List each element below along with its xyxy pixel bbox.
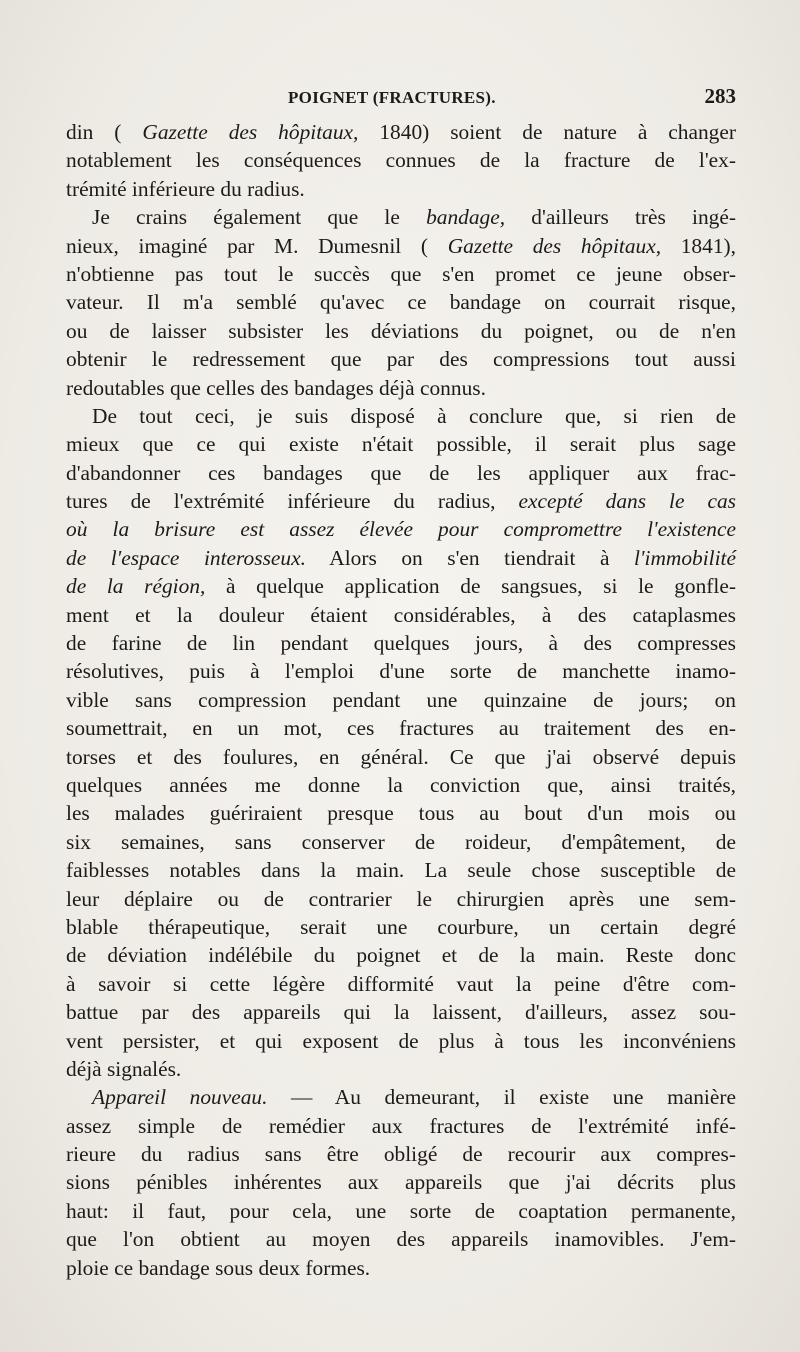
page-header [66, 84, 736, 116]
text-line: ploie ce bandage sous deux formes. [66, 1255, 371, 1280]
text-line: De tout ceci, je suis disposé à conclure que, si rien de [92, 403, 736, 428]
running-head: POIGNET (FRACTURES). [288, 88, 496, 107]
text-line: nieux, imaginé par M. Dumesnil ( Gazette des hôpitaux, 1841), [66, 233, 736, 258]
text-line: torses et des foulures, en général. Ce que j'ai observé depuis [66, 744, 736, 769]
text-line: les malades guériraient presque tous au bout d'un mois ou [66, 801, 736, 826]
text-line: vateur. Il m'a semblé qu'avec ce bandage on courrait risque, [66, 290, 736, 315]
text-line: mieux que ce qui existe n'était possible, il serait plus sage [66, 432, 736, 457]
text-line: din ( Gazette des hôpitaux, 1840) soient de nature à changer [66, 120, 736, 144]
text-line: n'obtienne pas tout le succès que s'en promet ce jeune obser- [66, 261, 736, 286]
text-line: déjà signalés. [66, 1056, 182, 1081]
text-line: sions pénibles inhérentes aux appareils que j'ai décrits plus [66, 1170, 736, 1195]
text-line: résolutives, puis à l'emploi d'une sorte de manchette inamo- [66, 659, 736, 684]
text-line: Appareil nouveau. — Au demeurant, il existe une manière [92, 1085, 736, 1110]
text-line: Je crains également que le bandage, d'ailleurs très ingé- [92, 205, 736, 230]
text-line: où la brisure est assez élevée pour compromettre l'existence [66, 517, 736, 542]
text-line: battue par des appareils qui la laissent, d'ailleurs, assez sou- [66, 1000, 736, 1025]
text-line: vent persister, et qui exposent de plus à tous les inconvéniens [66, 1028, 736, 1053]
text-line: quelques années me donne la conviction que, ainsi traités, [66, 772, 736, 797]
text-line: de déviation indélébile du poignet et de la main. Reste donc [66, 943, 736, 968]
text-line: six semaines, sans conserver de roideur, d'empâtement, de [66, 829, 736, 854]
page-number: 283 [704, 84, 736, 108]
text-line: de la région, à quelque application de sangsues, si le gonfle- [66, 574, 736, 599]
text-line: redoutables que celles des bandages déjà connus. [66, 375, 486, 400]
text-line: ment et la douleur étaient considérables, à des cataplasmes [66, 602, 736, 627]
text-line: d'abandonner ces bandages que de les appliquer aux frac- [66, 460, 736, 485]
text-line: que l'on obtient au moyen des appareils inamovibles. J'em- [66, 1227, 736, 1252]
text-line: faiblesses notables dans la main. La seule chose susceptible de [66, 858, 736, 883]
text-line: rieure du radius sans être obligé de recourir aux compres- [66, 1142, 736, 1167]
body-text [66, 118, 736, 1282]
text-line: obtenir le redressement que par des compressions tout aussi [66, 347, 736, 372]
text-line: de farine de lin pendant quelques jours, à des compresses [66, 631, 736, 656]
text-line: vible sans compression pendant une quinzaine de jours; on [66, 687, 736, 712]
text-line: notablement les conséquences connues de la fracture de l'ex- [66, 148, 736, 173]
text-line: soumettrait, en un mot, ces fractures au traitement des en- [66, 716, 736, 741]
text-line: leur déplaire ou de contrarier le chirurgien après une sem- [66, 886, 736, 911]
text-line: assez simple de remédier aux fractures de l'extrémité infé- [66, 1113, 736, 1138]
text-line: tures de l'extrémité inférieure du radius, excepté dans le cas [66, 489, 736, 514]
text-line: ou de laisser subsister les déviations du poignet, ou de n'en [66, 318, 736, 343]
text-line: à savoir si cette légère difformité vaut la peine d'être com- [66, 971, 736, 996]
text-line: trémité inférieure du radius. [66, 176, 305, 201]
text-line: de l'espace interosseux. Alors on s'en tiendrait à l'immobilité [66, 545, 736, 570]
text-line: haut: il faut, pour cela, une sorte de coaptation permanente, [66, 1198, 736, 1223]
text-line: blable thérapeutique, serait une courbure, un certain degré [66, 914, 736, 939]
